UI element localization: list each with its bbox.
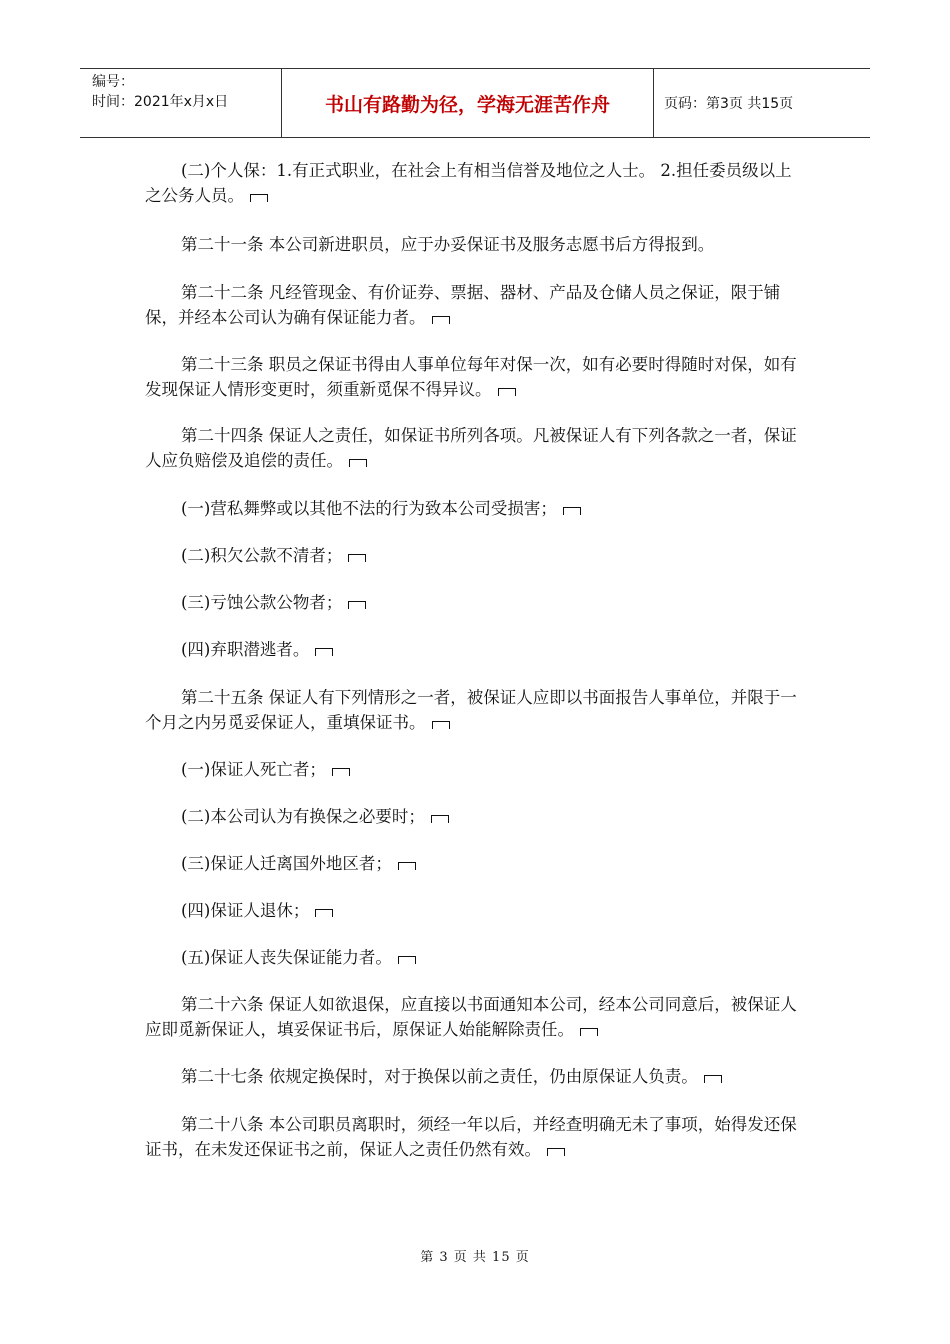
paragraph: 第二十一条 本公司新进职员，应于办妥保证书及服务志愿书后方得报到。 <box>181 235 715 254</box>
header-page-info: 页码：第3页 共15页 <box>664 96 794 112</box>
paragraph-mark-icon <box>547 1148 565 1156</box>
paragraph-mark-icon <box>349 459 367 467</box>
paragraph-mark-icon <box>498 388 516 396</box>
paragraph-mark-icon <box>432 721 450 729</box>
header-motto: 书山有路勤为径，学海无涯苦作舟 <box>282 69 654 137</box>
list-item: (五)保证人丧失保证能力者。 <box>145 945 805 970</box>
list-item: (二)本公司认为有换保之必要时； <box>145 804 805 829</box>
paragraph-mark-icon <box>563 507 581 515</box>
paragraph-mark-icon <box>431 815 449 823</box>
paragraph-mark-icon <box>315 909 333 917</box>
paragraph: 第二十七条 依规定换保时，对于换保以前之责任，仍由原保证人负责。 <box>145 1064 805 1089</box>
paragraph-mark-icon <box>704 1075 722 1083</box>
list-item: (一)营私舞弊或以其他不法的行为致本公司受损害； <box>145 496 805 521</box>
serial-label: 编号： <box>92 74 134 90</box>
list-item: (四)保证人退休； <box>145 898 805 923</box>
list-item: (三)保证人迁离国外地区者； <box>145 851 805 876</box>
paragraph-mark-icon <box>315 648 333 656</box>
paragraph: 第二十四条 保证人之责任，如保证书所列各项。凡被保证人有下列各款之一者，保证人应负赔偿及追偿的责任。 <box>145 426 797 470</box>
list-item: (二)积欠公款不清者； <box>145 543 805 568</box>
paragraph-mark-icon <box>398 956 416 964</box>
paragraph-mark-icon <box>332 768 350 776</box>
paragraph-mark-icon <box>250 194 268 202</box>
header-meta <box>80 69 282 137</box>
list-item: (三)亏蚀公款公物者； <box>145 590 805 615</box>
paragraph: (二)个人保：1.有正式职业，在社会上有相当信誉及地位之人士。 2.担任委员级以上之公务人员。 <box>145 161 792 205</box>
page-header <box>80 68 870 138</box>
paragraph-mark-icon <box>348 601 366 609</box>
list-item: (四)弃职潜逃者。 <box>145 637 805 662</box>
paragraph: 第二十三条 职员之保证书得由人事单位每年对保一次，如有必要时得随时对保，如有发现保证人情形变更时，须重新觅保不得异议。 <box>145 355 797 399</box>
page-footer: 第 3 页 共 15 页 <box>420 1250 530 1265</box>
paragraph-mark-icon <box>348 554 366 562</box>
paragraph: 第二十二条 凡经管现金、有价证券、票据、器材、产品及仓储人员之保证，限于铺保，并经本公司认为确有保证能力者。 <box>145 283 781 327</box>
paragraph-mark-icon <box>580 1028 598 1036</box>
paragraph: 第二十八条 本公司职员离职时，须经一年以后，并经查明确无未了事项，始得发还保证书，在未发还保证书之前，保证人之责任仍然有效。 <box>145 1115 797 1159</box>
list-item: (一)保证人死亡者； <box>145 757 805 782</box>
paragraph: 第二十五条 保证人有下列情形之一者，被保证人应即以书面报告人事单位，并限于一个月之内另觅妥保证人，重填保证书。 <box>145 688 797 732</box>
paragraph: 第二十六条 保证人如欲退保，应直接以书面通知本公司，经本公司同意后，被保证人应即觅新保证人，填妥保证书后，原保证人始能解除责任。 <box>145 995 797 1039</box>
paragraph-mark-icon <box>398 862 416 870</box>
time-label: 时间：2021年x月x日 <box>92 94 229 110</box>
paragraph-mark-icon <box>432 316 450 324</box>
